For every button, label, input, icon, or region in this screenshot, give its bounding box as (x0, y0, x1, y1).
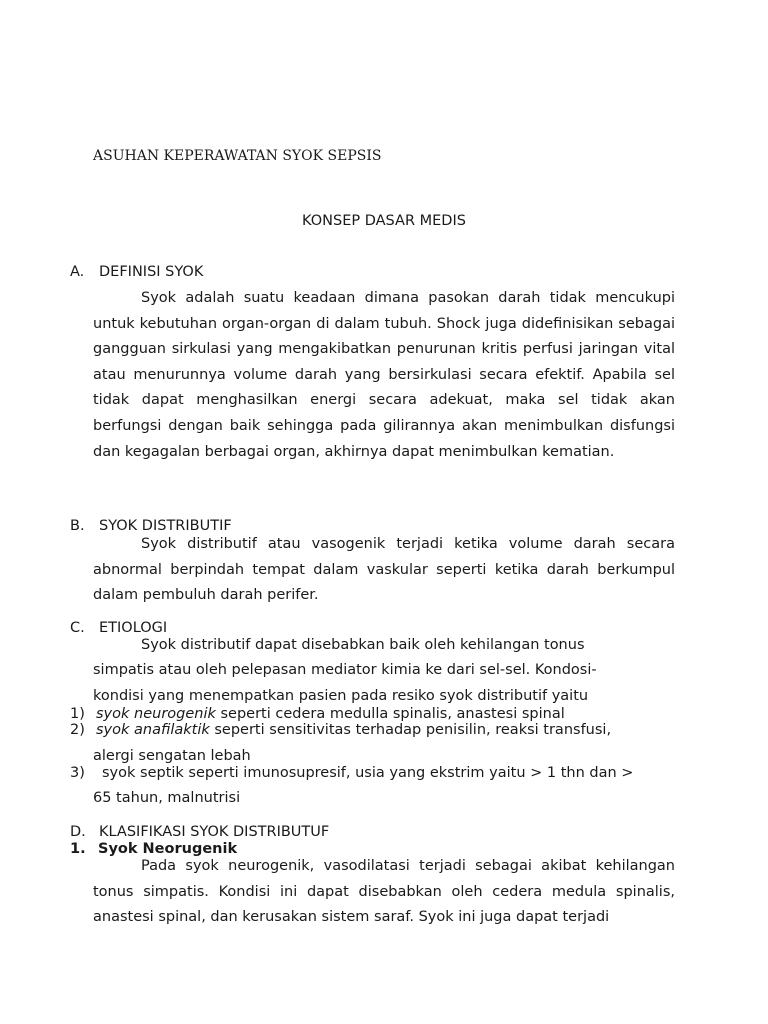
document-subtitle: KONSEP DASAR MEDIS (302, 213, 466, 229)
subsection-d1-num: 1. (70, 841, 86, 857)
section-c-heading (70, 620, 167, 636)
etiology-item-2-term: syok anafilaktik (96, 722, 210, 738)
section-d-title: KLASIFIKASI SYOK DISTRIBUTUF (99, 824, 330, 840)
etiology-item-1-text: seperti cedera medulla spinalis, anastesi spinal (215, 706, 565, 722)
section-d-letter: D. (70, 824, 86, 840)
section-b-title: SYOK DISTRIBUTIF (99, 518, 232, 534)
section-a-letter: A. (70, 264, 85, 280)
etiology-item-2-num: 2) (70, 722, 85, 738)
etiology-item-2-text: seperti sensitivitas terhadap penisilin, reaksi transfusi, (209, 722, 612, 738)
etiology-item-3-continuation: 65 tahun, malnutrisi (93, 790, 241, 806)
etiology-item-2-continuation: alergi sengatan lebah (93, 748, 251, 764)
section-a-paragraph (93, 286, 675, 465)
section-b-paragraph (93, 532, 675, 609)
etiology-item-3-num: 3) (70, 765, 85, 781)
etiology-item-3 (70, 765, 633, 781)
etiology-item-1 (70, 706, 565, 722)
section-c-line-2: simpatis atau oleh pelepasan mediator kimia ke dari sel-sel. Kondosi- (93, 662, 597, 678)
section-b-letter: B. (70, 518, 85, 534)
subsection-d1-title: Syok Neorugenik (98, 841, 238, 857)
section-d-paragraph (93, 854, 675, 931)
section-c-letter: C. (70, 620, 85, 636)
section-b-text: Syok distributif atau vasogenik terjadi ketika volume darah secara abnormal berpindah tempat dalam vaskular seperti ketika darah berkumpul dalam pembuluh darah perifer. (93, 536, 675, 604)
section-c-line-3: kondisi yang menempatkan pasien pada resiko syok distributif yaitu (93, 688, 589, 704)
section-a-title: DEFINISI SYOK (99, 264, 204, 280)
section-c-line-1: Syok distributif dapat disebabkan baik oleh kehilangan tonus (141, 637, 585, 653)
etiology-item-1-term: syok neurogenik (96, 706, 216, 722)
section-a-heading (70, 264, 203, 280)
section-a-text: Syok adalah suatu keadaan dimana pasokan darah tidak mencukupi untuk kebutuhan organ-organ di dalam tubuh. Shock juga didefinisikan sebagai gangguan sirkulasi yang mengakibatkan penurunan kritis perfusi jaringan vital atau menurunnya volume darah yang bersirkulasi secara efektif. Apabila sel tidak dapat menghasilkan energi secara adekuat, maka sel tidak akan berfungsi dengan baik sehingga pada gilirannya akan menimbulkan disfungsi dan kegagalan berbagai organ, akhirnya dapat menimbulkan kematian. (93, 290, 675, 460)
etiology-item-3-text: syok septik seperti imunosupresif, usia yang ekstrim yaitu > 1 thn dan > (102, 765, 634, 781)
section-d-text: Pada syok neurogenik, vasodilatasi terjadi sebagai akibat kehilangan tonus simpatis. Kondisi ini dapat disebabkan oleh cedera medula spinalis, anastesi spinal, dan kerusakan sistem saraf. Syok ini juga dapat terjadi (93, 858, 675, 926)
section-d-heading (70, 824, 329, 840)
document-title: ASUHAN KEPERAWATAN SYOK SEPSIS (93, 148, 382, 164)
section-c-title: ETIOLOGI (99, 620, 168, 636)
etiology-item-1-num: 1) (70, 706, 85, 722)
etiology-item-2 (70, 722, 611, 738)
